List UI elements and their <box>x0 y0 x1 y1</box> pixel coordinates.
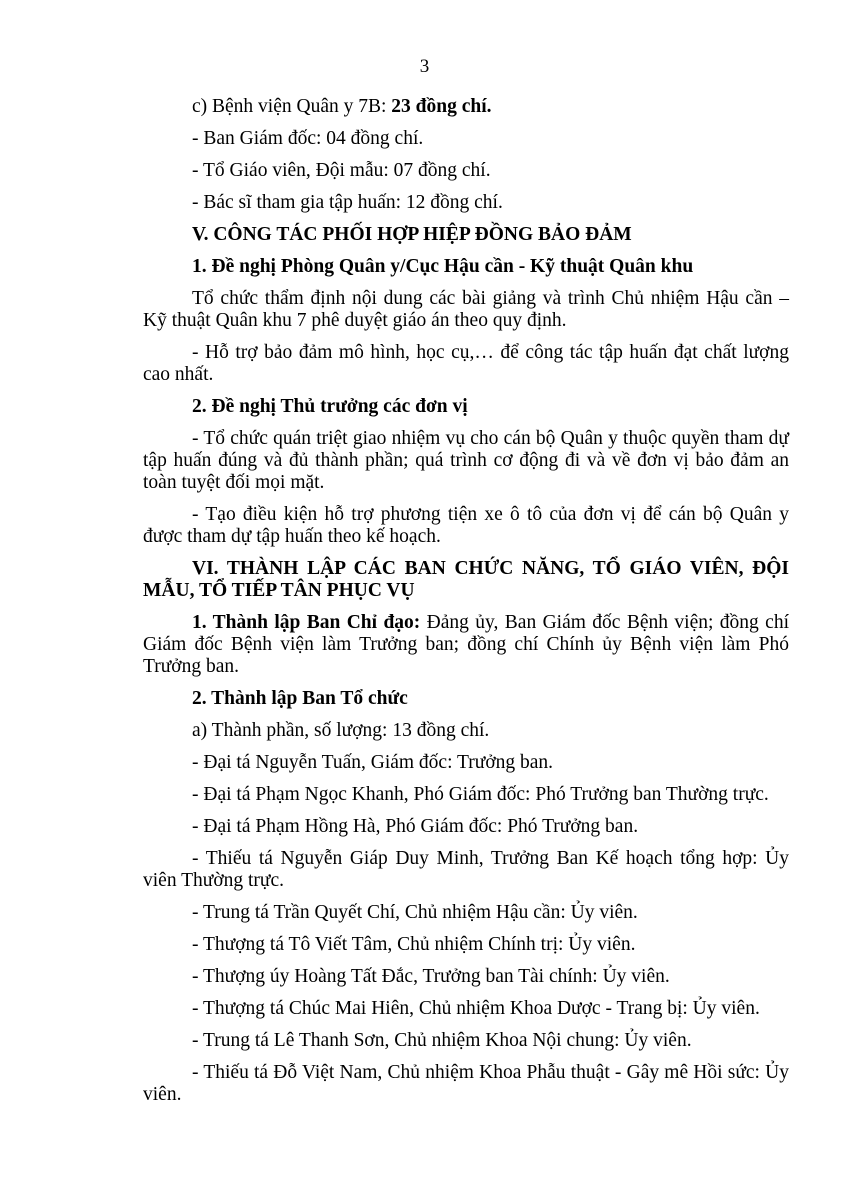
list-item: - Ban Giám đốc: 04 đồng chí. <box>192 128 424 149</box>
paragraph: Tổ chức thẩm định nội dung các bài giảng và trình Chủ nhiệm Hậu cần – Kỹ thuật Quân khu 7 phê duyệt giáo án theo quy định. <box>143 288 789 331</box>
subheading-v-1: 1. Đề nghị Phòng Quân y/Cục Hậu cần - Kỹ thuật Quân khu <box>192 256 694 277</box>
list-item: - Tổ Giáo viên, Đội mẫu: 07 đồng chí. <box>192 160 491 181</box>
list-item: - Tổ chức quán triệt giao nhiệm vụ cho cán bộ Quân y thuộc quyền tham dự tập huấn đúng và đủ thành phần; quá trình cơ động đi và về đơn vị bảo đảm an toàn tuyệt đối mọi mặt. <box>143 428 789 493</box>
list-item: - Tạo điều kiện hỗ trợ phương tiện xe ô tô của đơn vị để cán bộ Quân y được tham dự tập huấn theo kế hoạch. <box>143 504 789 547</box>
list-item: - Hỗ trợ bảo đảm mô hình, học cụ,… để công tác tập huấn đạt chất lượng cao nhất. <box>143 342 789 385</box>
paragraph: a) Thành phần, số lượng: 13 đồng chí. <box>192 720 490 741</box>
list-item: - Thượng tá Chúc Mai Hiên, Chủ nhiệm Khoa Dược - Trang bị: Ủy viên. <box>192 998 760 1019</box>
hospital-7b-count: 23 đồng chí. <box>391 96 492 117</box>
list-item: - Bác sĩ tham gia tập huấn: 12 đồng chí. <box>192 192 503 213</box>
subheading-v-2: 2. Đề nghị Thủ trưởng các đơn vị <box>192 396 468 417</box>
subheading-vi-2: 2. Thành lập Ban Tổ chức <box>192 688 408 709</box>
page-number: 3 <box>419 56 430 77</box>
list-item: - Đại tá Nguyễn Tuấn, Giám đốc: Trưởng ban. <box>192 752 554 773</box>
paragraph-steering-committee: 1. Thành lập Ban Chỉ đạo: Đảng ủy, Ban Giám đốc Bệnh viện; đồng chí Giám đốc Bệnh viện làm Trưởng ban; đồng chí Chính ủy Bệnh viện làm Phó Trưởng ban. <box>143 612 789 677</box>
paragraph-hospital-7b: c) Bệnh viện Quân y 7B: 23 đồng chí. <box>192 96 492 117</box>
list-item: - Đại tá Phạm Hồng Hà, Phó Giám đốc: Phó Trưởng ban. <box>192 816 639 837</box>
section-heading-vi: VI. THÀNH LẬP CÁC BAN CHỨC NĂNG, TỔ GIÁO VIÊN, ĐỘI MẪU, TỔ TIẾP TÂN PHỤC VỤ <box>143 558 789 601</box>
list-item: - Thượng úy Hoàng Tất Đắc, Trưởng ban Tài chính: Ủy viên. <box>192 966 670 987</box>
subheading-vi-1: 1. Thành lập Ban Chỉ đạo: <box>192 612 421 633</box>
section-heading-v: V. CÔNG TÁC PHỐI HỢP HIỆP ĐỒNG BẢO ĐẢM <box>192 224 632 245</box>
list-item: - Thiếu tá Đỗ Việt Nam, Chủ nhiệm Khoa Phẫu thuật - Gây mê Hồi sức: Ủy viên. <box>143 1062 789 1105</box>
list-item: - Đại tá Phạm Ngọc Khanh, Phó Giám đốc: Phó Trưởng ban Thường trực. <box>192 784 769 805</box>
list-item: - Thiếu tá Nguyễn Giáp Duy Minh, Trưởng Ban Kế hoạch tổng hợp: Ủy viên Thường trực. <box>143 848 789 891</box>
list-item: - Thượng tá Tô Viết Tâm, Chủ nhiệm Chính trị: Ủy viên. <box>192 934 636 955</box>
list-item: - Trung tá Lê Thanh Sơn, Chủ nhiệm Khoa Nội chung: Ủy viên. <box>192 1030 692 1051</box>
document-body <box>143 96 789 1116</box>
list-item: - Trung tá Trần Quyết Chí, Chủ nhiệm Hậu cần: Ủy viên. <box>192 902 638 923</box>
